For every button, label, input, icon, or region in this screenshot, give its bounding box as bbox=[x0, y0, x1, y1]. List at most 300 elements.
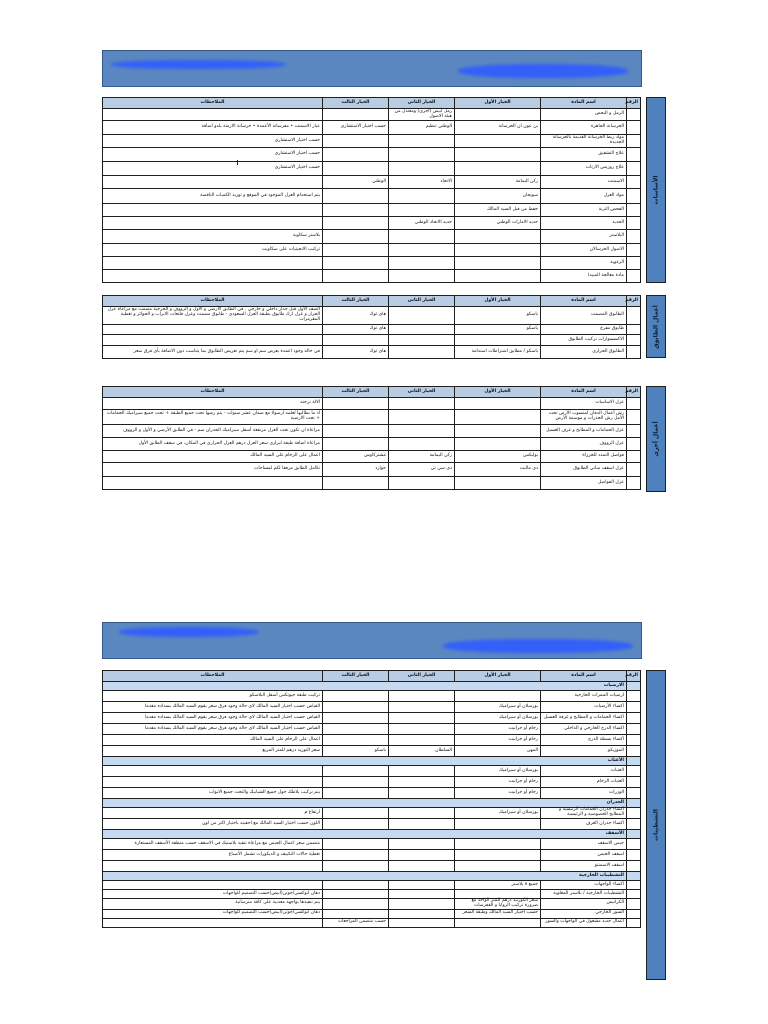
option-2: حديد الاتحاد الوطني bbox=[389, 217, 455, 230]
col-header-option-3: الخيار الثالث bbox=[323, 387, 389, 398]
group-title: الجدران bbox=[103, 799, 627, 808]
notes bbox=[103, 777, 323, 788]
material-name: العتبات bbox=[541, 766, 627, 777]
option-1: بورسلان أو سيراميك bbox=[455, 766, 541, 777]
material-name: اكساء الواجهات bbox=[541, 881, 627, 890]
option-1 bbox=[455, 230, 541, 244]
option-1 bbox=[455, 819, 541, 830]
material-name: فواصل التمدد للخرزاة bbox=[541, 451, 627, 463]
col-header-notes: الملاحظات bbox=[103, 296, 323, 307]
option-2 bbox=[389, 189, 455, 204]
material-name: الاسمنت bbox=[541, 176, 627, 189]
option-2 bbox=[389, 881, 455, 890]
material-name: اكساء الدرج الخارجي و الداخلي bbox=[541, 724, 627, 735]
option-3 bbox=[323, 148, 389, 162]
option-1: بن عون ان الخرسانة bbox=[455, 121, 541, 135]
row-number bbox=[627, 162, 641, 176]
option-3: مشتركاوس bbox=[323, 451, 389, 463]
row-number bbox=[627, 451, 641, 463]
option-1: باسكو bbox=[455, 325, 541, 335]
notes bbox=[103, 176, 323, 189]
row-number bbox=[627, 410, 641, 425]
option-3 bbox=[323, 788, 389, 799]
option-3 bbox=[323, 713, 389, 724]
option-3 bbox=[323, 335, 389, 346]
notes: بلاستر سكاوية bbox=[103, 230, 323, 244]
option-3 bbox=[323, 777, 389, 788]
notes bbox=[103, 217, 323, 230]
table-row bbox=[103, 766, 641, 777]
table-row bbox=[103, 839, 641, 850]
row-number bbox=[627, 148, 641, 162]
option-3: الوطني bbox=[323, 176, 389, 189]
option-3 bbox=[323, 819, 389, 830]
material-name: اكساء الحمامات و المطابخ و غرفة الغسيل bbox=[541, 713, 627, 724]
table-row bbox=[103, 819, 641, 830]
material-name: الوزرات bbox=[541, 788, 627, 799]
option-1 bbox=[455, 425, 541, 438]
row-number bbox=[627, 691, 641, 702]
redaction-mark bbox=[443, 639, 633, 653]
row-number bbox=[627, 189, 641, 204]
page-1-banner bbox=[102, 50, 642, 87]
notes: الالة ترجنه bbox=[103, 398, 323, 410]
row-number bbox=[627, 121, 641, 135]
option-3 bbox=[323, 257, 389, 270]
option-3 bbox=[323, 135, 389, 148]
option-1 bbox=[455, 477, 541, 490]
option-1 bbox=[455, 244, 541, 257]
table-row bbox=[103, 438, 641, 451]
row-number bbox=[627, 872, 641, 881]
notes: تركيب طبقة جيوتكس أسفل البلاسكو bbox=[103, 691, 323, 702]
option-2 bbox=[389, 850, 455, 861]
option-3: هاي ثوك bbox=[323, 325, 389, 335]
material-name: اسقف الاسمنتو bbox=[541, 861, 627, 872]
option-1: رخام أو جرانيت bbox=[455, 788, 541, 799]
option-1 bbox=[455, 135, 541, 148]
option-1: جميع ٨ بلاستر bbox=[455, 881, 541, 890]
col-header-option-3: الخيار الثالث bbox=[323, 98, 389, 109]
option-2 bbox=[389, 438, 455, 451]
option-3: هاي ثوك bbox=[323, 346, 389, 359]
col-header-notes: الملاحظات bbox=[103, 387, 323, 398]
group-title: الأسقف bbox=[103, 830, 627, 839]
option-2 bbox=[389, 162, 455, 176]
option-1: دي ماليت bbox=[455, 463, 541, 477]
option-2 bbox=[389, 777, 455, 788]
group-title: التشطيبات الخارجية bbox=[103, 872, 627, 881]
material-name: الفحص التربة bbox=[541, 204, 627, 217]
row-number bbox=[627, 477, 641, 490]
notes: تغطية حالات التكييف و الديكورات تشمل الأصباغ bbox=[103, 850, 323, 861]
option-1 bbox=[455, 335, 541, 346]
notes: يتم تنفيذها بواجهة معدنية على كافة مترسانية bbox=[103, 899, 323, 910]
material-name: علاج روزبس الارثات bbox=[541, 162, 627, 176]
section-label-foundations: الأساسات bbox=[646, 97, 666, 283]
option-2 bbox=[389, 909, 455, 918]
option-1: بوليكس bbox=[455, 451, 541, 463]
col-header-option-2: الخيار الثاني bbox=[389, 296, 455, 307]
notes: مراعاة اضافة طبقة لبرازي سعر العزل درهم العزل الحراري في المكان، في سقف الطابق الأول bbox=[103, 438, 323, 451]
col-header-option-3: الخيار الثالث bbox=[323, 296, 389, 307]
option-1: ركن اليمامة bbox=[455, 176, 541, 189]
option-2 bbox=[389, 425, 455, 438]
table-row bbox=[103, 346, 641, 359]
option-1: سعر الكورنيد درهم للمتر الواحد مع ضرورة تركيب الزوايا و القفرسات bbox=[455, 899, 541, 910]
table-header-row bbox=[103, 387, 641, 398]
option-3 bbox=[323, 398, 389, 410]
col-header-num: الرقم bbox=[627, 671, 641, 682]
row-number bbox=[627, 777, 641, 788]
table-row bbox=[103, 881, 641, 890]
option-1: رخام أو جرانيت bbox=[455, 777, 541, 788]
notes: متضمن سعر اعمال الجبس مع مراعاة تنفيذ بلاستيك في الاسقف حسب منطقة الأسقف المستعارة bbox=[103, 839, 323, 850]
option-1: حسب اختيار السيد المالك وطبقة السعر bbox=[455, 909, 541, 918]
table-row bbox=[103, 257, 641, 270]
row-number bbox=[627, 230, 641, 244]
notes bbox=[103, 918, 323, 927]
option-2 bbox=[389, 819, 455, 830]
table-row bbox=[103, 777, 641, 788]
option-1 bbox=[455, 109, 541, 121]
notes: حسب اختيار الاستشاري bbox=[103, 135, 323, 148]
table-row bbox=[103, 244, 641, 257]
option-3 bbox=[323, 244, 389, 257]
notes: دهان ابوكسي/جوتن(ابيض)حسب التصميم للواجهات bbox=[103, 909, 323, 918]
row-number bbox=[627, 335, 641, 346]
option-1: باسكو / مطابق اشتراطات استدامة bbox=[455, 346, 541, 359]
option-2 bbox=[389, 270, 455, 283]
table-row bbox=[103, 451, 641, 463]
notes bbox=[103, 881, 323, 890]
option-1: حديد الامارات الوطني bbox=[455, 217, 541, 230]
row-number bbox=[627, 788, 641, 799]
row-number bbox=[627, 307, 641, 325]
option-2 bbox=[389, 257, 455, 270]
table-row bbox=[103, 850, 641, 861]
material-name: عزل الفواصل bbox=[541, 477, 627, 490]
row-number bbox=[627, 204, 641, 217]
row-number bbox=[627, 909, 641, 918]
material-name: عزل الحمامات و المطابخ و غرف الغسيل bbox=[541, 425, 627, 438]
table-row bbox=[103, 270, 641, 283]
col-header-notes: الملاحظات bbox=[103, 671, 323, 682]
option-2 bbox=[389, 230, 455, 244]
col-header-option-2: الخيار الثاني bbox=[389, 98, 455, 109]
table-row bbox=[103, 335, 641, 346]
option-2 bbox=[389, 325, 455, 335]
option-2: السلطان bbox=[389, 746, 455, 757]
material-name: اكساء جدران الحمامات الرئيسية و المطابخ الخصوصية و الرئيسية bbox=[541, 808, 627, 819]
option-3 bbox=[323, 861, 389, 872]
option-2 bbox=[389, 735, 455, 746]
section-label-finishing: التشطيبات bbox=[646, 670, 666, 980]
option-2: الوطني تنظيم bbox=[389, 121, 455, 135]
col-header-num: الرقم bbox=[627, 296, 641, 307]
notes: مراعاة ان تكون تحت العزل مرتفعة أسفل سيراميك الجدران سم - في الطابق الأرضي و الأول و الرووف bbox=[103, 425, 323, 438]
table-row bbox=[103, 135, 641, 148]
option-1 bbox=[455, 691, 541, 702]
table-row bbox=[103, 724, 641, 735]
option-2 bbox=[389, 861, 455, 872]
table-row bbox=[103, 410, 641, 425]
redaction-mark bbox=[458, 64, 628, 78]
notes: حسب اختيار الاستشاري bbox=[103, 148, 323, 162]
row-number bbox=[627, 109, 641, 121]
row-number bbox=[627, 713, 641, 724]
material-name: عزل الاساسات bbox=[541, 398, 627, 410]
page-2-banner bbox=[102, 622, 642, 659]
row-number bbox=[627, 839, 641, 850]
option-1: المهن bbox=[455, 746, 541, 757]
row-number bbox=[627, 244, 641, 257]
redaction-mark bbox=[111, 60, 286, 69]
table-row bbox=[103, 477, 641, 490]
row-number bbox=[627, 398, 641, 410]
notes: اعمال على الرخام على السيد المالك bbox=[103, 735, 323, 746]
notes bbox=[103, 477, 323, 490]
option-3 bbox=[323, 691, 389, 702]
material-name: ارضيات الممرات الخارجية bbox=[541, 691, 627, 702]
row-number bbox=[627, 135, 641, 148]
material-name: عزل اسقف مباني الطابوق bbox=[541, 463, 627, 477]
col-header-option-2: الخيار الثاني bbox=[389, 671, 455, 682]
option-2 bbox=[389, 307, 455, 325]
notes: سعر التوريد درهم للمتر المربع bbox=[103, 746, 323, 757]
notes: يتم تركيب بلاطك حول جميع الشبابيك والتحت جميع الابواب bbox=[103, 788, 323, 799]
option-2: رمل أبيض (أجري) ومعتدل من هيئة الاصول bbox=[389, 109, 455, 121]
row-number bbox=[627, 346, 641, 359]
option-2 bbox=[389, 148, 455, 162]
material-name: الطابوق المصمت bbox=[541, 307, 627, 325]
option-1: بورسلان أو سيراميك bbox=[455, 702, 541, 713]
col-header-option-3: الخيار الثالث bbox=[323, 671, 389, 682]
table-row bbox=[103, 204, 641, 217]
table-row bbox=[103, 861, 641, 872]
notes: القياس حسب اختيار السيد المالك لاي حالة وجود فرق سعر يقوم السيد المالك بسداده مقدما bbox=[103, 713, 323, 724]
table-row bbox=[103, 121, 641, 135]
table-row bbox=[103, 788, 641, 799]
option-3 bbox=[323, 899, 389, 910]
notes: يتم استخدام العزل الموجود في الموقع و توريد الكميات الناقصة bbox=[103, 189, 323, 204]
table-header-row bbox=[103, 98, 641, 109]
section-label-blockwork: أعمال الطابوق bbox=[646, 295, 666, 358]
table-header-row bbox=[103, 671, 641, 682]
section-label-other-works: أعمال أخرى bbox=[646, 386, 666, 492]
option-1 bbox=[455, 257, 541, 270]
option-3 bbox=[323, 217, 389, 230]
table-row bbox=[103, 899, 641, 910]
col-header-name: اسم المادة bbox=[541, 98, 627, 109]
option-3: جوارد bbox=[323, 463, 389, 477]
notes bbox=[103, 109, 323, 121]
table-row bbox=[103, 230, 641, 244]
option-3 bbox=[323, 230, 389, 244]
row-number bbox=[627, 890, 641, 899]
option-3 bbox=[323, 850, 389, 861]
option-2 bbox=[389, 410, 455, 425]
text-cursor bbox=[237, 160, 238, 165]
material-name: العتبات الرخام bbox=[541, 777, 627, 788]
table-row bbox=[103, 162, 641, 176]
option-1: رخام أو جرانيت bbox=[455, 735, 541, 746]
option-1 bbox=[455, 410, 541, 425]
notes: الصف الأول قبل جدار داخلي و خارجي . في الطابق الأرضي و الأول و الرووف و الخرجية مصمت مع مراعاة عزل الحرار و عزل ارك طابوق بطبقة العزل السعودي - طابوق مصمت وعزل فلتعات الابراب و الجوائز و تغطية المقرمرات bbox=[103, 307, 323, 325]
table-row bbox=[103, 808, 641, 819]
table-row bbox=[103, 691, 641, 702]
redaction-mark bbox=[119, 627, 259, 637]
table-row bbox=[103, 148, 641, 162]
material-name: التشطيبات الخارجية / بلاستر المغلوبة bbox=[541, 890, 627, 899]
option-3 bbox=[323, 735, 389, 746]
option-3 bbox=[323, 881, 389, 890]
table-row bbox=[103, 109, 641, 121]
col-header-option-1: الخيار الأول bbox=[455, 98, 541, 109]
option-3 bbox=[323, 839, 389, 850]
option-1 bbox=[455, 162, 541, 176]
row-number bbox=[627, 918, 641, 927]
option-3 bbox=[323, 425, 389, 438]
col-header-num: الرقم bbox=[627, 98, 641, 109]
table-row bbox=[103, 189, 641, 204]
material-name: الموزيكو bbox=[541, 746, 627, 757]
option-3 bbox=[323, 410, 389, 425]
option-3: باسكو bbox=[323, 746, 389, 757]
table-row bbox=[103, 463, 641, 477]
notes: اللون حسب اختيار السيد المالك مع احقيته باختيار اكثر من لون bbox=[103, 819, 323, 830]
material-name: الطابوق الحراري bbox=[541, 346, 627, 359]
group-header-row bbox=[103, 682, 641, 691]
material-name: اكساء الأرضيات bbox=[541, 702, 627, 713]
option-3 bbox=[323, 766, 389, 777]
option-3 bbox=[323, 204, 389, 217]
col-header-num: الرقم bbox=[627, 387, 641, 398]
option-2 bbox=[389, 918, 455, 927]
option-3 bbox=[323, 702, 389, 713]
option-2 bbox=[389, 890, 455, 899]
table-row bbox=[103, 176, 641, 189]
notes: القياس حسب اختيار السيد المالك لاي حالة وجود فرق سعر يقوم السيد المالك بسداده مقدما bbox=[103, 702, 323, 713]
material-name: الخرسانة الجاهزة bbox=[541, 121, 627, 135]
option-2: الاتحاد bbox=[389, 176, 455, 189]
option-2: ركن اليمامة bbox=[389, 451, 455, 463]
col-header-option-1: الخيار الأول bbox=[455, 296, 541, 307]
material-name: رش أعمال الدفان لمنسوب الأرض تحت الأمل رش الجذرات و موسمة الأرض bbox=[541, 410, 627, 425]
option-3: حسب متضمن المراجعات bbox=[323, 918, 389, 927]
row-number bbox=[627, 270, 641, 283]
option-2: دي سي ثي bbox=[389, 463, 455, 477]
option-3 bbox=[323, 808, 389, 819]
option-3 bbox=[323, 109, 389, 121]
option-3: حسب اختيار الاستشاري bbox=[323, 121, 389, 135]
table-row bbox=[103, 746, 641, 757]
material-name: عزل الرووف bbox=[541, 438, 627, 451]
option-1 bbox=[455, 839, 541, 850]
option-3 bbox=[323, 909, 389, 918]
finishing-spec-table bbox=[102, 670, 641, 928]
row-number bbox=[627, 899, 641, 910]
option-1 bbox=[455, 270, 541, 283]
material-name: الكرانيش bbox=[541, 899, 627, 910]
notes: تركيب الانجيتيات على سكاويت bbox=[103, 244, 323, 257]
option-2 bbox=[389, 398, 455, 410]
row-number bbox=[627, 735, 641, 746]
option-2 bbox=[389, 346, 455, 359]
notes: دهان ابوكسي/جوتن(ابيض)حسب التصميم للواجهات bbox=[103, 890, 323, 899]
notes bbox=[103, 204, 323, 217]
notes: حسب اختيار الاستشاري bbox=[103, 162, 323, 176]
option-3 bbox=[323, 162, 389, 176]
option-2 bbox=[389, 899, 455, 910]
group-header-row bbox=[103, 757, 641, 766]
row-number bbox=[627, 325, 641, 335]
material-name: اسقف الجبس bbox=[541, 850, 627, 861]
notes: اعمال على الرخام على السيد المالك bbox=[103, 451, 323, 463]
material-name: الاصول الخرسالان bbox=[541, 244, 627, 257]
row-number bbox=[627, 682, 641, 691]
table-row bbox=[103, 918, 641, 927]
option-2 bbox=[389, 204, 455, 217]
material-name: علاج التشقيق bbox=[541, 148, 627, 162]
table-row bbox=[103, 398, 641, 410]
option-2 bbox=[389, 808, 455, 819]
row-number bbox=[627, 746, 641, 757]
col-header-name: اسم المادة bbox=[541, 671, 627, 682]
material-name: الاكسسوارات تركيب الطابوق bbox=[541, 335, 627, 346]
material-name: مواد ربط الخرسانة القديمة بالخرسانة الجديدة bbox=[541, 135, 627, 148]
option-2 bbox=[389, 702, 455, 713]
row-number bbox=[627, 881, 641, 890]
row-number bbox=[627, 766, 641, 777]
notes: تكامل الطابق مرفقا لكم لمساحات bbox=[103, 463, 323, 477]
option-1 bbox=[455, 438, 541, 451]
row-number bbox=[627, 757, 641, 766]
option-1: سويجان bbox=[455, 189, 541, 204]
table-row bbox=[103, 909, 641, 918]
notes bbox=[103, 325, 323, 335]
option-3 bbox=[323, 270, 389, 283]
notes bbox=[103, 270, 323, 283]
option-2 bbox=[389, 839, 455, 850]
option-1: بورسلان أو سيراميك bbox=[455, 808, 541, 819]
option-2 bbox=[389, 788, 455, 799]
table-row bbox=[103, 735, 641, 746]
notes bbox=[103, 861, 323, 872]
option-3 bbox=[323, 477, 389, 490]
option-1 bbox=[455, 850, 541, 861]
foundations-spec-table bbox=[102, 97, 641, 283]
notes: عيار الاسمنت • مقرسانة الأعمدة • خرسانة الارمثة بلدو اضافة bbox=[103, 121, 323, 135]
material-name: الحديد bbox=[541, 217, 627, 230]
col-header-name: اسم المادة bbox=[541, 296, 627, 307]
option-1 bbox=[455, 148, 541, 162]
col-header-notes: الملاحظات bbox=[103, 98, 323, 109]
option-3: هاي ثوك bbox=[323, 307, 389, 325]
material-name: السور الخارجي bbox=[541, 909, 627, 918]
option-1 bbox=[455, 861, 541, 872]
option-2 bbox=[389, 244, 455, 257]
option-2 bbox=[389, 724, 455, 735]
option-1: حفظ من قبل السيد المالك bbox=[455, 204, 541, 217]
table-header-row bbox=[103, 296, 641, 307]
row-number bbox=[627, 830, 641, 839]
table-row bbox=[103, 702, 641, 713]
table-row bbox=[103, 307, 641, 325]
notes bbox=[103, 766, 323, 777]
notes bbox=[103, 257, 323, 270]
material-name: الرغوية bbox=[541, 257, 627, 270]
